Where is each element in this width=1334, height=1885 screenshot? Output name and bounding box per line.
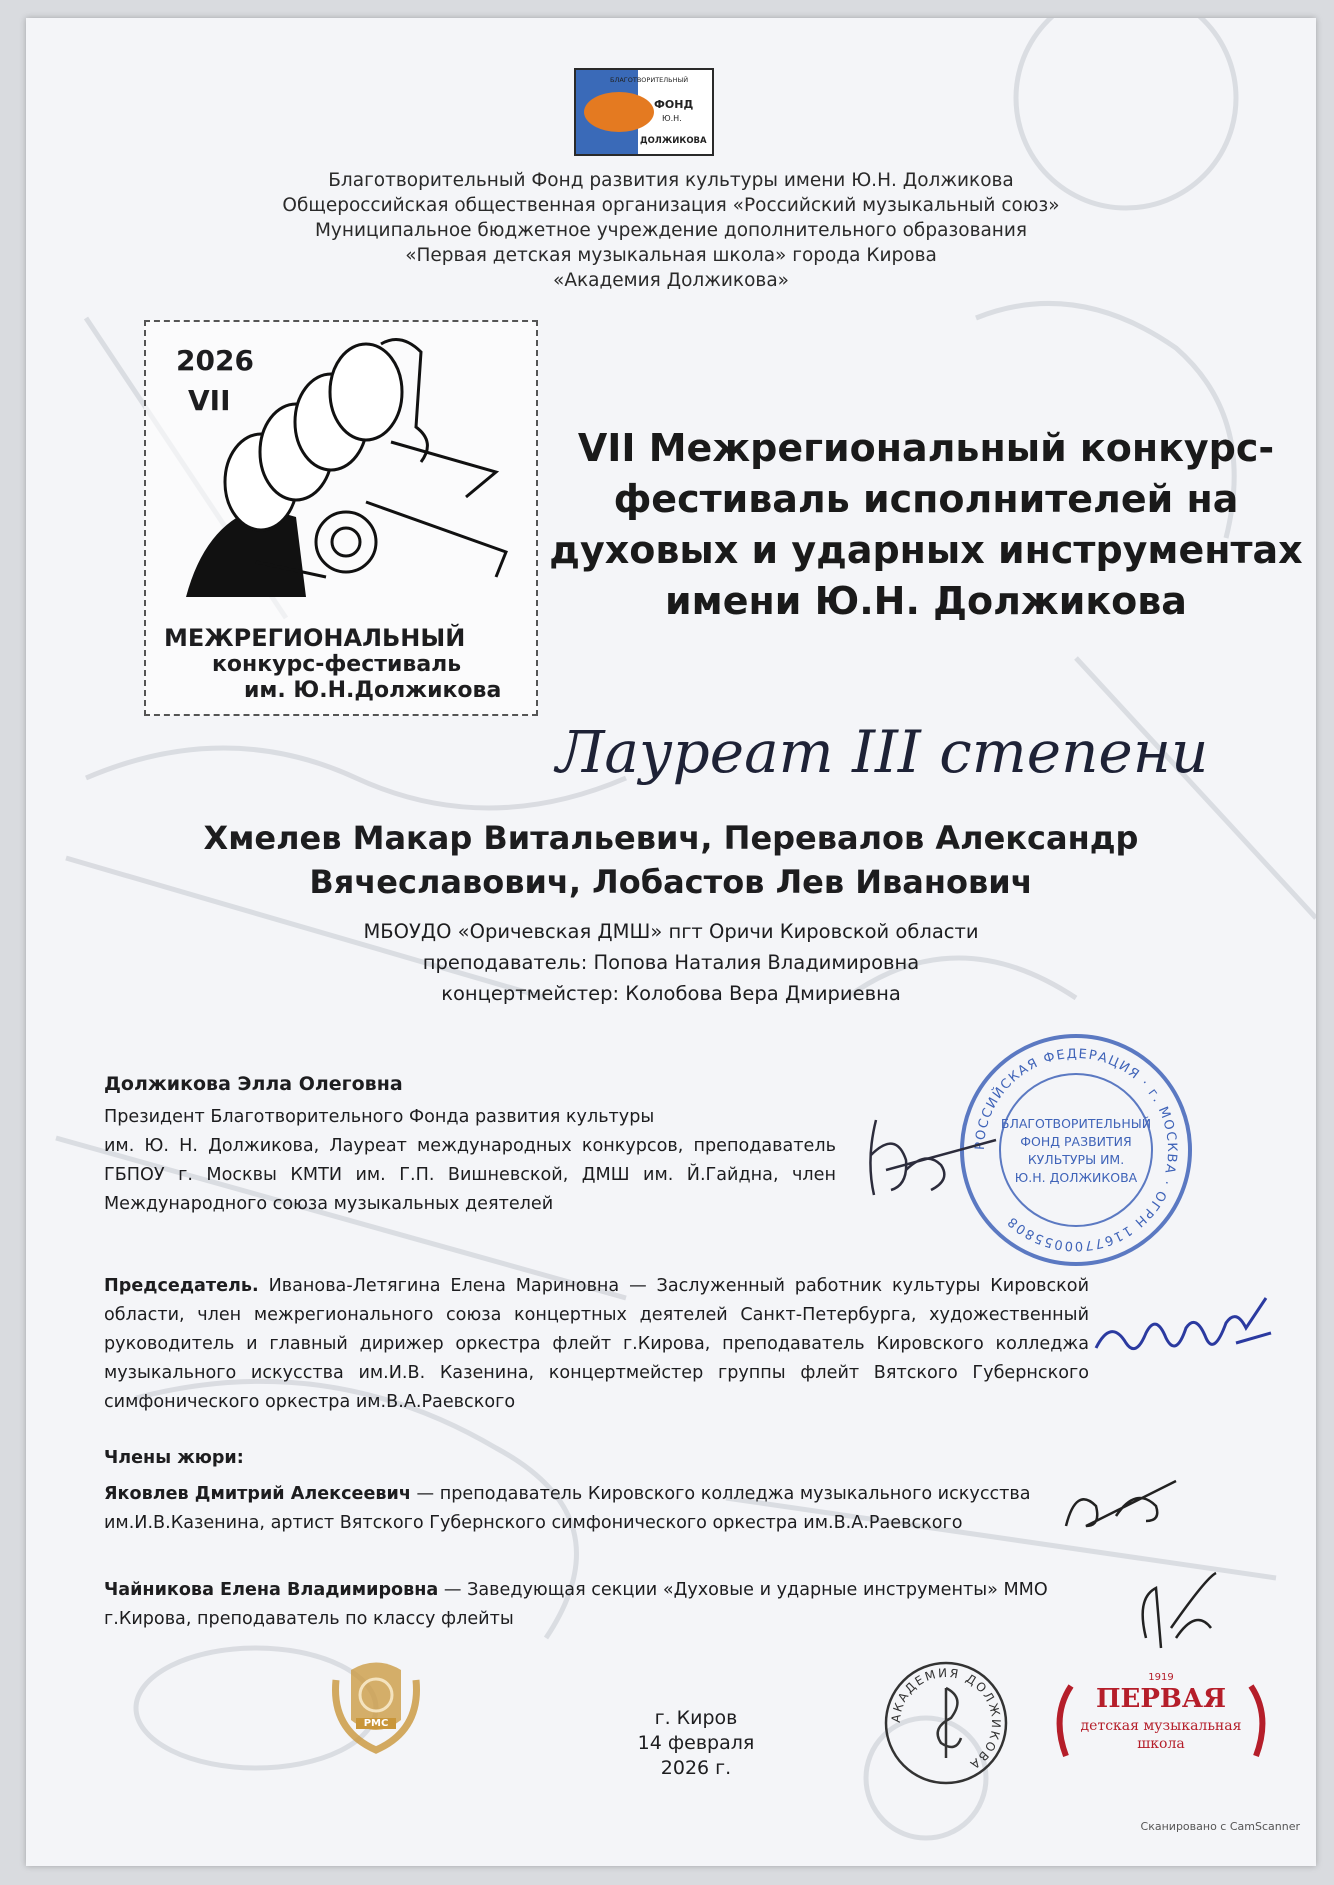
foundation-logo-orange-disc — [584, 92, 654, 132]
organizations-block — [166, 168, 1176, 293]
accompanist-line: концертмейстер: Колобова Вера Дмириевна — [441, 982, 901, 1005]
festival-title-line: фестиваль исполнителей на — [613, 477, 1239, 521]
president-block — [104, 1070, 836, 1219]
president-title-line: Президент Благотворительного Фонда развития культуры — [104, 1107, 655, 1127]
school-logo-subtitle: школа — [1137, 1736, 1185, 1752]
stamp-center-line: ФОНД РАЗВИТИЯ — [1020, 1134, 1132, 1149]
festival-title-line: VII Межрегиональный конкурс- — [577, 426, 1275, 470]
foundation-logo — [574, 68, 714, 156]
school-logo-year: 1919 — [1148, 1672, 1174, 1683]
school-block — [146, 916, 1196, 1009]
rms-emblem-icon — [321, 1650, 431, 1760]
festival-logo-edition: VII — [188, 384, 231, 417]
organization-line: Благотворительный Фонд развития культуры имени Ю.Н. Должикова — [328, 170, 1014, 191]
stamp-center-line: Ю.Н. ДОЛЖИКОВА — [1014, 1170, 1138, 1185]
footer-place-date — [606, 1706, 786, 1781]
musicians-silhouette-illustration — [166, 332, 526, 602]
chairman-label: Председатель. — [104, 1276, 259, 1296]
jury-label: Члены жюри: — [104, 1448, 244, 1468]
organization-line: «Первая детская музыкальная школа» города Кирова — [405, 245, 937, 266]
organization-line: «Академия Должикова» — [553, 270, 789, 291]
award-handwritten: Лауреат III степени — [556, 718, 1209, 786]
jury-member-1-signature — [1056, 1466, 1186, 1536]
foundation-logo-line3: Ю.Н. — [662, 114, 682, 123]
stamp-ring-text: РОССИЙСКАЯ ФЕДЕРАЦИЯ · г. МОСКВА · ОГРН 1167700055808 — [972, 1046, 1180, 1254]
foundation-logo-line4: ДОЛЖИКОВА — [640, 136, 707, 146]
scanner-watermark: Сканировано с CamScanner — [1140, 1820, 1300, 1833]
festival-logo-year: 2026 — [176, 344, 254, 377]
president-signature — [846, 1100, 1006, 1210]
footer-city: г. Киров — [654, 1707, 738, 1729]
stamp-center-line: БЛАГОТВОРИТЕЛЬНЫЙ — [1000, 1116, 1152, 1131]
teacher-line: преподаватель: Попова Наталия Владимировна — [422, 951, 920, 974]
festival-title-line: имени Ю.Н. Должикова — [665, 579, 1187, 623]
jury-member-name: Чайникова Елена Владимировна — [104, 1580, 439, 1600]
rms-logo-text: РМС — [356, 1718, 396, 1729]
festival-title-line: духовых и ударных инструментах — [549, 528, 1303, 572]
school-logo-title: ПЕРВАЯ — [1096, 1684, 1226, 1714]
organization-line: Общероссийская общественная организация «Российский музыкальный союз» — [282, 195, 1060, 216]
recipients-block — [146, 816, 1196, 904]
jury-member-1 — [104, 1480, 1044, 1538]
rms-logo — [321, 1650, 431, 1760]
footer-date: 14 февраля — [637, 1732, 755, 1754]
footer-year: 2026 г. — [660, 1757, 732, 1779]
treble-clef-icon — [938, 1688, 961, 1758]
foundation-logo-line1: БЛАГОТВОРИТЕЛЬНЫЙ — [610, 76, 689, 84]
festival-logo-line2: конкурс-фестиваль — [212, 652, 462, 677]
foundation-logo-line2: ФОНД — [654, 98, 694, 111]
festival-logo-line3: им. Ю.Н.Должикова — [244, 678, 502, 703]
first-music-school-logo — [1046, 1666, 1276, 1766]
academy-logo-text: АКАДЕМИЯ ДОЛЖИКОВА — [888, 1665, 1004, 1773]
recipient-line: Вячеславович, Лобастов Лев Иванович — [309, 863, 1033, 901]
stamp-center-line: КУЛЬТУРЫ ИМ. — [1027, 1152, 1125, 1167]
chairman-block — [104, 1272, 1089, 1417]
festival-logo-line1: МЕЖРЕГИОНАЛЬНЫЙ — [164, 624, 466, 652]
chairman-text: Иванова-Летягина Елена Мариновна — Заслуженный работник культуры Кировской области, член межрегионального союза концертных деятелей Санкт-Петербурга, художественный руководитель и главный дирижер оркестра флейт г.Кирова, преподаватель Кировского колледжа музыкального искусства им.И.В. Казенина, концертмейстер группы флейт Вятского Губернского симфонического оркестра им.В.А.Раевского — [104, 1276, 1090, 1412]
certificate-sheet — [26, 18, 1316, 1866]
festival-title — [546, 423, 1306, 627]
jury-member-name: Яковлев Дмитрий Алексеевич — [104, 1484, 411, 1504]
jury-member-text: — преподаватель Кировского колледжа музыкального искусства им.И.В.Казенина, артист Вятского Губернского симфонического оркестра им.В.А.Раевского — [104, 1484, 1031, 1533]
chairman-signature — [1086, 1288, 1276, 1368]
recipient-line: Хмелев Макар Витальевич, Перевалов Александр — [203, 819, 1139, 857]
organization-line: Муниципальное бюджетное учреждение дополнительного образования — [314, 220, 1028, 241]
jury-member-2-signature — [1126, 1568, 1236, 1658]
school-line: МБОУДО «Оричевская ДМШ» пгт Оричи Кировской области — [363, 920, 979, 943]
jury-member-2 — [104, 1576, 1114, 1634]
president-description: им. Ю. Н. Должикова, Лауреат международных конкурсов, преподаватель ГБПОУ г. Москвы КМТИ им. Г.П. Вишневской, ДМШ им. Й.Гайдна, член Международного союза музыкальных деятелей — [104, 1136, 836, 1214]
president-name: Должикова Элла Олеговна — [104, 1073, 403, 1095]
school-logo-subtitle: детская музыкальная — [1080, 1718, 1242, 1734]
academy-logo — [881, 1658, 1011, 1788]
jury-member-text: — Заведующая секции «Духовые и ударные инструменты» ММО г.Кирова, преподаватель по классу флейты — [104, 1580, 1048, 1629]
festival-logo — [144, 320, 538, 716]
